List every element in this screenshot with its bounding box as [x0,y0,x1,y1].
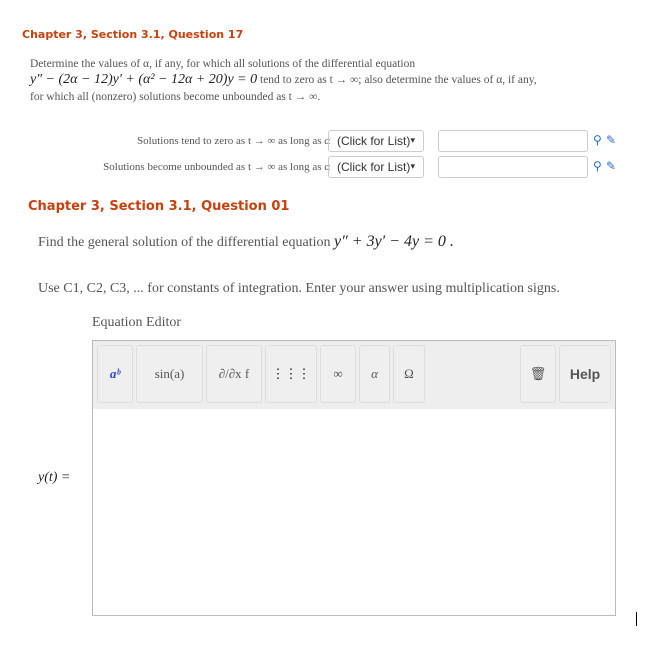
editor-label: Equation Editor [92,315,182,330]
q01-equation: y″ + 3y′ − 4y = 0 . [334,233,454,250]
row2-select[interactable]: (Click for List) ▾ [328,156,424,178]
row1-label: Solutions tend to zero as t → ∞ as long as α [137,135,330,147]
omega-button[interactable]: Ω [393,345,425,403]
text-cursor [636,612,637,626]
q17-equation: y″ − (2α − 12)y′ + (α² − 12α + 20)y = 0 [30,72,258,87]
equation-editor[interactable] [92,340,616,616]
help-button[interactable]: Help [559,345,611,403]
sin-button[interactable]: sin(a) [136,345,203,403]
power-button[interactable]: aᵇ [97,345,133,403]
answer-label: y(t) = [38,470,71,485]
alpha-button[interactable]: α [359,345,390,403]
row2-label: Solutions become unbounded as t → ∞ as long as α [103,161,330,173]
question-17-title: Chapter 3, Section 3.1, Question 17 [22,28,244,41]
row1-select[interactable]: (Click for List) ▾ [328,130,424,152]
derivative-button[interactable]: ∂/∂x f [206,345,262,403]
infinity-button[interactable]: ∞ [320,345,356,403]
edit-icon[interactable]: ✎ [605,159,617,173]
row2-input[interactable] [438,156,588,178]
q17-line3: for which all (nonzero) solutions become unbounded as t → ∞. [30,91,321,103]
edit-icon[interactable]: ✎ [605,133,617,147]
q17-line1: Determine the values of α, if any, for which all solutions of the differential equation [30,58,416,70]
editor-toolbar [93,341,615,409]
row1-input[interactable] [438,130,588,152]
q01-instructions: Use C1, C2, C3, ... for constants of integration. Enter your answer using multiplication signs. [38,281,560,296]
matrix-button[interactable]: ⋮⋮⋮ [265,345,317,403]
q01-prompt: Find the general solution of the differential equation [38,235,334,250]
question-01-title: Chapter 3, Section 3.1, Question 01 [28,199,290,214]
trash-icon[interactable]: 🗑 [520,345,556,403]
q17-line2: tend to zero as t → ∞; also determine the values of α, if any, [257,74,537,86]
search-icon[interactable]: ⚲ [593,133,602,147]
search-icon[interactable]: ⚲ [593,159,602,173]
